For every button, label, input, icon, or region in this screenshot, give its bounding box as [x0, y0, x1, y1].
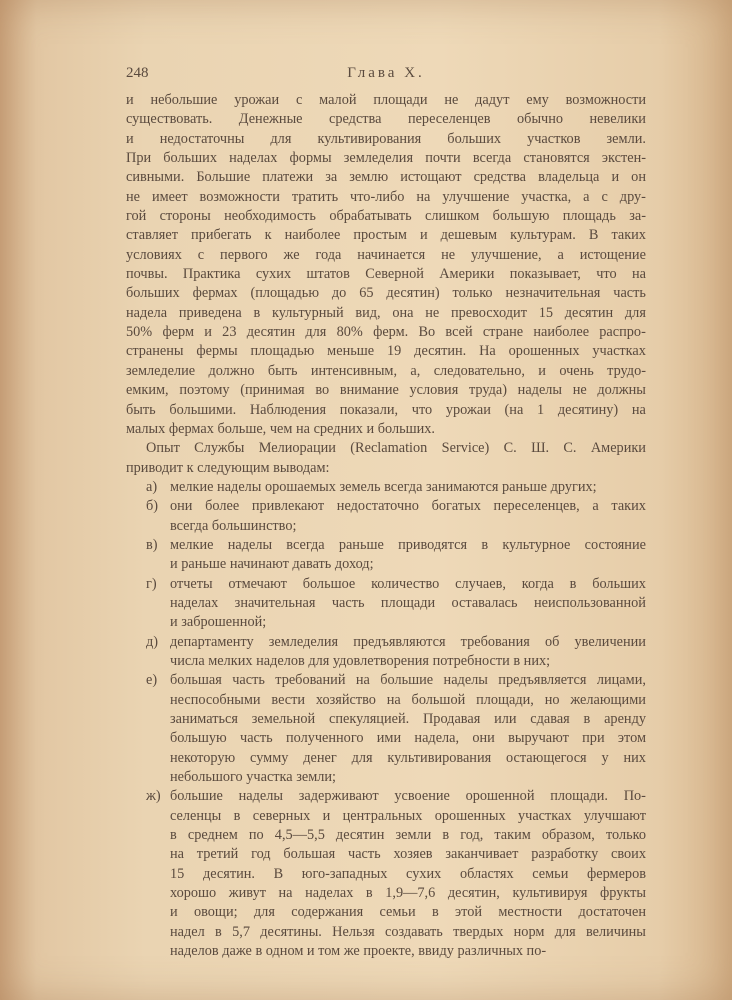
list-item-label: [146, 749, 170, 768]
list-item-label: [146, 884, 170, 903]
text-line: странены фермы площадью меньше 19 десятин. На орошенных участках: [126, 343, 646, 360]
list-item-label: д): [146, 633, 159, 650]
list-item-text: [170, 536, 646, 555]
paragraph-1: [126, 91, 646, 439]
text-line: условиях с первого же года начинается не улучшение, а истощение: [126, 246, 646, 263]
list-item-label: [146, 691, 170, 710]
list-item: [126, 575, 646, 633]
list-item-label: в): [146, 536, 158, 553]
list-item-text: [170, 710, 646, 729]
text-line: 50% ферм и 23 десятин для 80% ферм. Во всей стране наиболее распро-: [126, 324, 646, 341]
chapter-title: Глава X.: [347, 65, 425, 81]
list-item-row: [146, 865, 646, 884]
list-item-row: [146, 536, 646, 555]
list-item-text: [170, 691, 646, 710]
text-line: в среднем по 4,5—5,5 десятин земли в год, таким образом, только: [170, 827, 646, 844]
list-item-label: а): [146, 478, 158, 495]
text-line: на третий год большая часть хозяев заканчивает разработку своих: [170, 846, 646, 863]
list-item-label: е): [146, 672, 158, 689]
list-item-text: [170, 575, 646, 594]
list-item-label: [146, 652, 170, 671]
text-line: они более привлекают недостаточно богатых переселенцев, а таких: [170, 498, 646, 515]
list-item-label: б): [146, 498, 159, 515]
page-text: [126, 62, 646, 961]
list-item-text: [170, 652, 646, 671]
page-number: 248: [126, 65, 149, 81]
text-line: отчеты отмечают большое количество случаев, когда в больших: [170, 575, 646, 592]
list-item: [126, 536, 646, 575]
text-line: небольшого участка земли;: [170, 769, 336, 786]
text-line: больших фермах (площадью до 65 десятин) только незначительная часть: [126, 285, 646, 302]
text-line: всегда большинство;: [170, 517, 297, 534]
list-item-text: [170, 884, 646, 903]
list-item-text: [170, 517, 646, 536]
text-line: Опыт Службы Мелиорации (Reclamation Service) С. Ш. С. Америки: [146, 440, 646, 457]
list-item: [126, 787, 646, 961]
list-item-label: [146, 613, 170, 632]
text-line: При больших наделах формы земледелия почти всегда становятся экстен-: [126, 150, 646, 167]
list-item-text: [170, 807, 646, 826]
list-item-row: [146, 845, 646, 864]
text-line: и небольшие урожаи с малой площади не дадут ему возможности: [126, 92, 646, 108]
text-line: большие наделы задерживают усвоение орошенной площади. По-: [170, 788, 646, 805]
text-line: надела приведена в культурный вид, она не превосходит 15 десятин для: [126, 304, 646, 321]
list-item-row: [146, 691, 646, 710]
text-line: гой стороны необходимость обрабатывать слишком большую площадь за-: [126, 208, 646, 225]
list-item-text: [170, 923, 646, 942]
list-item-text: [170, 671, 646, 690]
list-item-text: [170, 478, 646, 497]
text-line: большая часть требований на большие наделы предъявляется лицами,: [170, 672, 646, 689]
text-line: сивными. Большие платежи за землю истощают средства владельца и он: [126, 169, 646, 186]
list-item-row: [146, 633, 646, 652]
text-line: заниматься земельной спекуляцией. Продавая или сдавая в аренду: [170, 711, 646, 727]
list-item-text: [170, 594, 646, 613]
list-item-label: [146, 517, 170, 536]
list-item-row: [146, 768, 646, 787]
list-item-label: [146, 807, 170, 826]
list-item-row: [146, 517, 646, 536]
text-line: и заброшенной;: [170, 614, 267, 631]
list-item-label: [146, 865, 170, 884]
text-line: ставляет прибегать к наиболее простым и дешевым культурам. В таких: [126, 227, 646, 244]
list-item-row: [146, 555, 646, 574]
text-line: мелкие наделы всегда раньше приводятся в культурное состояние: [170, 536, 646, 553]
list-item-text: [170, 845, 646, 864]
list-item-label: [146, 826, 170, 845]
text-line: селенцы в северных и центральных орошенных участках улучшают: [170, 807, 646, 824]
list-item-row: [146, 478, 646, 497]
list-item-row: [146, 942, 646, 961]
running-head: [126, 62, 646, 87]
text-line: неспособными вести хозяйство на большой площади, но желающими: [170, 691, 646, 708]
list-item-row: [146, 807, 646, 826]
list-item: [126, 633, 646, 672]
list-item-row: [146, 787, 646, 806]
list-item-text: [170, 903, 646, 922]
list-item-row: [146, 749, 646, 768]
text-line: быть большими. Наблюдения показали, что урожаи (на 1 десятину) на: [126, 401, 646, 418]
text-line: 15 десятин. В юго-западных сухих областях семьи фермеров: [170, 865, 646, 882]
list-item: [126, 478, 646, 497]
list-item-text: [170, 749, 646, 768]
list-item: [126, 497, 646, 536]
text-line: департаменту земледелия предъявляются требования об увеличении: [170, 633, 646, 650]
list-item-text: [170, 497, 646, 516]
list-item-row: [146, 826, 646, 845]
list-item-label: [146, 594, 170, 613]
text-line: и недостаточны для культивирования больших участков земли.: [126, 130, 646, 147]
list-item-row: [146, 671, 646, 690]
text-line: и овощи; для содержания семьи в этой местности достаточен: [170, 904, 646, 921]
list-item-text: [170, 865, 646, 884]
list-item-row: [146, 884, 646, 903]
text-line: малых фермах больше, чем на средних и больших.: [126, 420, 436, 437]
list-item-row: [146, 575, 646, 594]
list-item-text: [170, 555, 646, 574]
text-line: существовать. Денежные средства переселенцев обычно невелики: [126, 111, 646, 128]
text-line: наделов даже в одном и том же проекте, ввиду различных по-: [170, 943, 547, 960]
text-line: некоторую сумму денег для культивирования остающегося у них: [170, 749, 646, 766]
list-item-text: [170, 826, 646, 845]
conclusions-list: [126, 478, 646, 962]
list-item-row: [146, 923, 646, 942]
paragraph-2: [126, 439, 646, 478]
text-line: почвы. Практика сухих штатов Северной Америки показывает, что на: [126, 266, 646, 283]
list-item-text: [170, 787, 646, 806]
list-item-row: [146, 613, 646, 632]
text-line: емким, поэтому (принимая во внимание условия труда) наделы не должны: [126, 382, 646, 399]
list-item-label: [146, 768, 170, 787]
list-item-row: [146, 710, 646, 729]
list-item-label: [146, 845, 170, 864]
list-item-text: [170, 768, 646, 787]
list-item-label: [146, 710, 170, 729]
list-item-label: [146, 903, 170, 922]
list-item-row: [146, 497, 646, 516]
list-item-text: [170, 942, 646, 961]
list-item-label: [146, 555, 170, 574]
list-item-label: [146, 923, 170, 942]
text-line: не имеет возможности тратить что-либо на улучшение участка, а с дру-: [126, 188, 646, 205]
text-line: большую часть полученного ими надела, они выручают при этом: [170, 730, 646, 747]
list-item-text: [170, 613, 646, 632]
list-item-text: [170, 633, 646, 652]
list-item-label: ж): [146, 788, 161, 805]
text-line: приводит к следующим выводам:: [126, 459, 330, 476]
list-item-row: [146, 652, 646, 671]
text-line: наделах значительная часть площади оставалась неиспользованной: [170, 594, 646, 611]
list-item-text: [170, 729, 646, 748]
list-item-row: [146, 594, 646, 613]
text-line: мелкие наделы орошаемых земель всегда занимаются раньше других;: [170, 478, 597, 495]
list-item-row: [146, 903, 646, 922]
list-item-label: г): [146, 575, 157, 592]
list-item-label: [146, 942, 170, 961]
text-line: хорошо живут на наделах в 1,9—7,6 десятин, культивируя фрукты: [170, 885, 646, 902]
text-line: и раньше начинают давать доход;: [170, 556, 374, 573]
list-item-row: [146, 729, 646, 748]
list-item-label: [146, 729, 170, 748]
text-line: земледелие должно быть интенсивным, а, следовательно, и очень трудо-: [126, 362, 646, 379]
list-item: [126, 671, 646, 787]
text-line: числа мелких наделов для удовлетворения потребности в них;: [170, 652, 551, 669]
text-line: надел в 5,7 десятины. Нельзя создавать твердых норм для величины: [170, 923, 646, 940]
